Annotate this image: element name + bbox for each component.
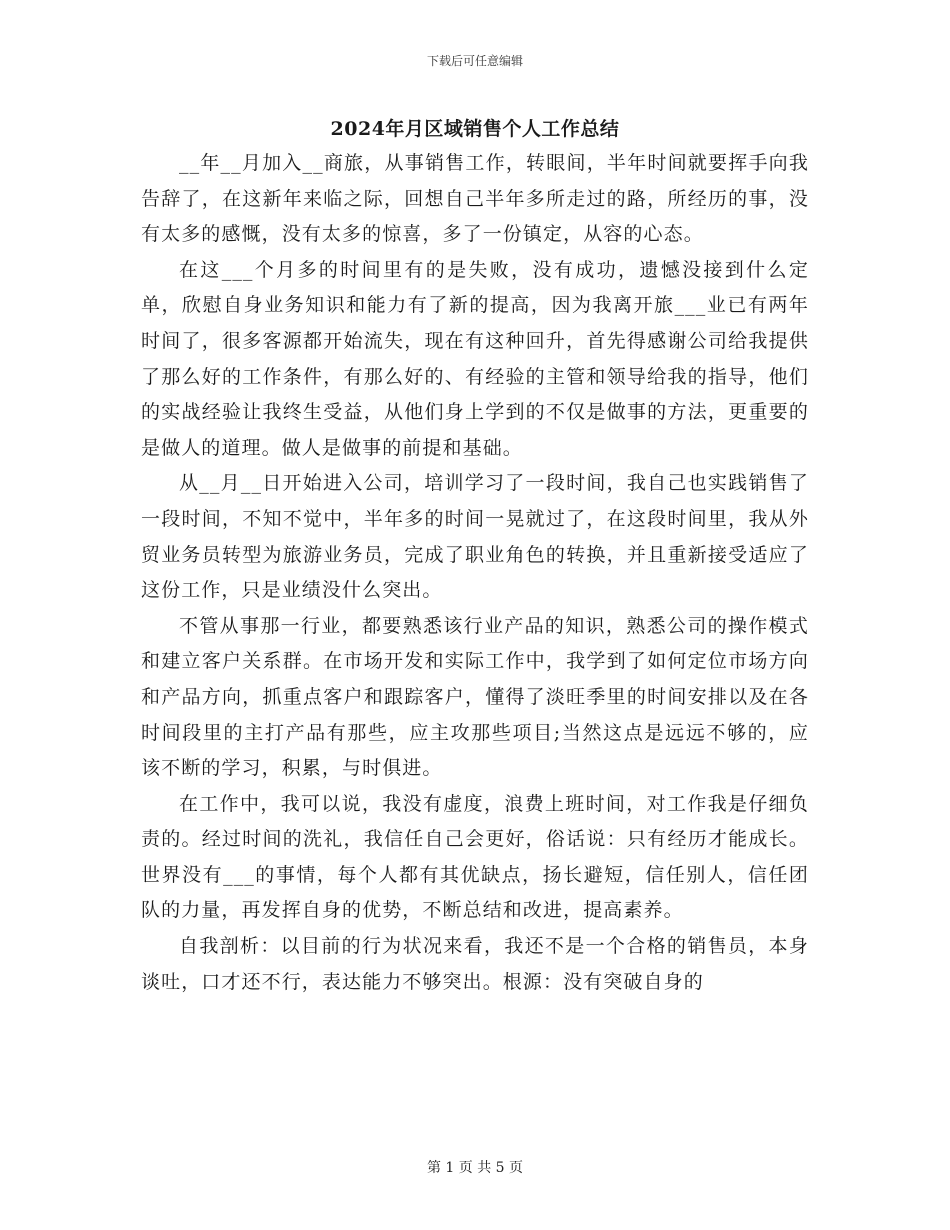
- paragraph-2: 在这___个月多的时间里有的是失败，没有成功，遗憾没接到什么定单，欣慰自身业务知识和能力有了新的提高，因为我离开旅___业已有两年时间了，很多客源都开始流失，现在有这种回升，首先得感谢公司给我提供了那么好的工作条件，有那么好的、有经验的主管和领导给我的指导，他们的实战经验让我终生受益，从他们身上学到的不仅是做事的方法，更重要的是做人的道理。做人是做事的前提和基础。: [141, 258, 809, 459]
- paragraph-5: 在工作中，我可以说，我没有虚度，浪费上班时间，对工作我是仔细负责的。经过时间的洗礼，我信任自己会更好，俗话说：只有经历才能成长。世界没有___的事情，每个人都有其优缺点，扬长避短，信任别人，信任团队的力量，再发挥自身的优势，不断总结和改进，提高素养。: [141, 792, 809, 922]
- document-title: 2024年月区域销售个人工作总结: [330, 118, 620, 140]
- paragraph-1: __年__月加入__商旅，从事销售工作，转眼间，半年时间就要挥手向我告辞了，在这新年来临之际，回想自己半年多所走过的路，所经历的事，没有太多的感慨，没有太多的惊喜，多了一份镇定，从容的心态。: [141, 152, 809, 246]
- page-number: 第 1 页 共 5 页: [426, 1160, 524, 1176]
- document-body: [141, 146, 809, 1000]
- header-note: 下载后可任意编辑: [426, 54, 523, 68]
- paragraph-4: 不管从事那一行业，都要熟悉该行业产品的知识，熟悉公司的操作模式和建立客户关系群。在市场开发和实际工作中，我学到了如何定位市场方向和产品方向，抓重点客户和跟踪客户，懂得了淡旺季里的时间安排以及在各时间段里的主打产品有那些，应主攻那些项目;当然这点是远远不够的，应该不断的学习，积累，与时俱进。: [141, 614, 809, 780]
- paragraph-3: 从__月__日开始进入公司，培训学习了一段时间，我自己也实践销售了一段时间，不知不觉中，半年多的时间一晃就过了，在这段时间里，我从外贸业务员转型为旅游业务员，完成了职业角色的转换，并且重新接受适应了这份工作，只是业绩没什么突出。: [141, 472, 809, 602]
- paragraph-6: 自我剖析：以目前的行为状况来看，我还不是一个合格的销售员，本身谈吐，口才还不行，表达能力不够突出。根源：没有突破自身的: [141, 935, 809, 993]
